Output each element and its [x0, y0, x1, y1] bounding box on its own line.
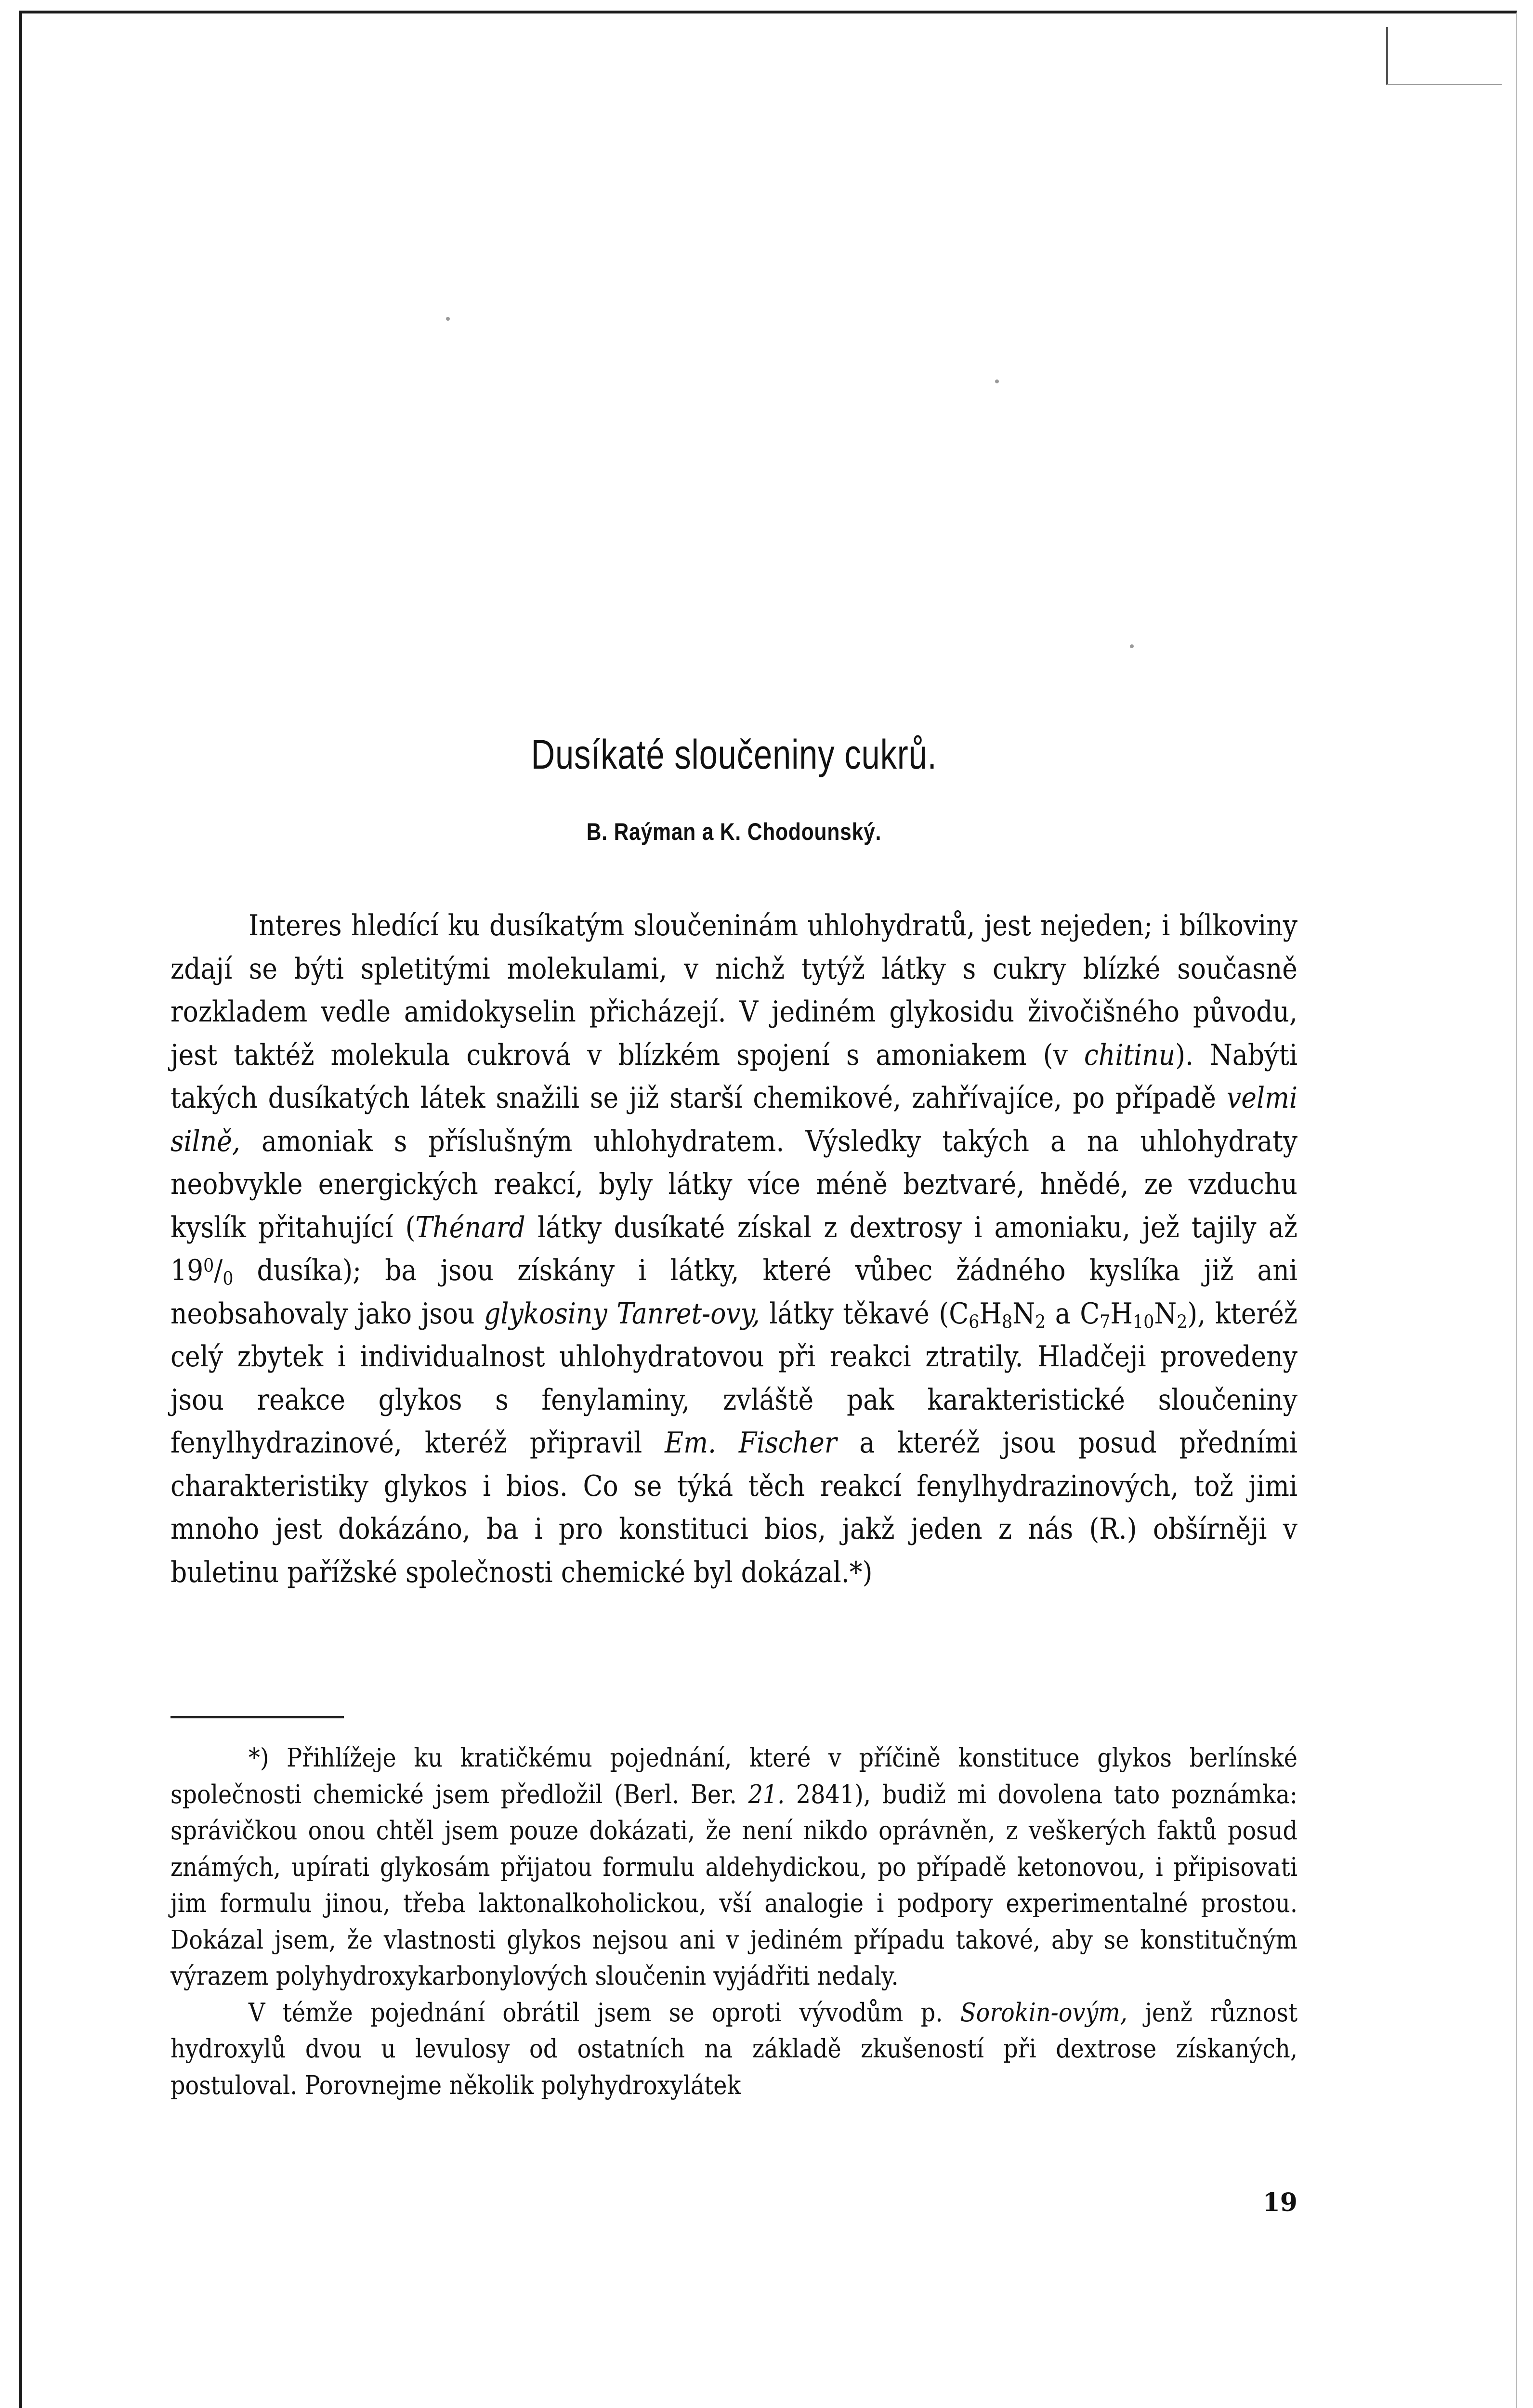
body-paragraph [170, 904, 1297, 1594]
italic-term: chitinu [1084, 1038, 1176, 1072]
page-corner-mark [1386, 27, 1502, 85]
formula-subscript: 6 [969, 1311, 980, 1333]
text-run: H [1110, 1297, 1133, 1331]
italic-term: Sorokin-ovým, [960, 1998, 1127, 2028]
text-run: jenž různost hydroxylů dvou u levulosy od ostatních na základě zkušeností při dextrose získaných, postuloval. Porovnejme několik polyhydroxylátek [170, 1998, 1298, 2100]
formula-subscript: 2 [1035, 1311, 1046, 1333]
italic-term: velmi silně, [170, 1082, 1297, 1158]
footnote [170, 1740, 1297, 2104]
italic-term: glykosiny Tanret-ovy, [484, 1297, 760, 1331]
scan-speck [446, 317, 450, 321]
article-title: Dusíkaté sloučeniny cukrů. [531, 732, 937, 778]
italic-term: Em. Fischer [665, 1426, 837, 1460]
text-run: ). Nabýti takých dusíkatých látek snažili se již starší chemikové, zahřívajíce, po případě [170, 1038, 1297, 1115]
scan-speck [995, 380, 999, 383]
percent-sub: 0 [223, 1268, 234, 1290]
formula-subscript: 8 [1002, 1311, 1013, 1333]
text-run: a kteréž jsou posud předními charakteristiky glykos i bios. Co se týká těch reakcí fenylhydrazinových, tož jimi mnoho jest dokázáno, ba i pro konstituci bios, jakž jeden z nás (R.) obšírněji v buletinu pařížské společnosti chemické byl dokázal.*) [170, 1426, 1297, 1589]
article-body [170, 904, 1297, 1594]
footnote-paragraph [170, 1740, 1297, 1995]
text-run: 2841), budiž mi dovolena tato poznámka: správičkou onou chtěl jsem pouze dokázati, že není nikdo oprávněn, z veškerých faktů posud známých, upírati glykosám přijatou formulu aldehydickou, po případě ketonovou, i připisovati jim formulu jinou, třeba laktonalkoholickou, vší analogie i podpory experimentalné prostou. Dokázal jsem, že vlastnosti glykos nejsou ani v jediném případu takové, aby se konstitučným výrazem polyhydroxykarbonylových sloučenin vyjádřiti nedaly. [170, 1780, 1297, 1991]
text-run: V témže pojednání obrátil jsem se oproti vývodům p. [249, 1998, 960, 2028]
footnote-paragraph [170, 1995, 1297, 2104]
scan-speck [1130, 644, 1134, 648]
footnote-divider [170, 1716, 344, 1718]
text-run: dusíka); ba jsou získány i látky, které vůbec žádného kyslíka již ani neobsahovaly jako jsou [170, 1254, 1298, 1331]
percent-slash: / [214, 1254, 223, 1287]
text-run: *) Přihlížeje ku kratičkému pojednání, které v příčině konstituce glykos berlínské společnosti chemické jsem předložil (Berl. Ber. [170, 1743, 1297, 1809]
formula-subscript: 2 [1177, 1311, 1188, 1333]
scanned-page [19, 11, 1517, 2408]
page-number: 19 [1262, 2188, 1297, 2217]
italic-term: Thénard [415, 1211, 525, 1244]
italic-term: 21. [748, 1780, 785, 1809]
article-authors: B. Raýman a K. Chodounský. [586, 818, 882, 845]
text-run: H [979, 1297, 1002, 1331]
text-run: ), kteréž celý zbytek i individualnost uhlohydratovou při reakci ztratily. Hladčeji provedeny jsou reakce glykos s fenylaminy, zvláště pak karakteristické sloučeniny fenylhydrazinové, kteréž připravil [170, 1297, 1297, 1460]
text-run: látky těkavé (C [760, 1297, 969, 1331]
text-run: Interes hledící ku dusíkatým sloučeninám uhlohydratů, jest nejeden; i bílkoviny zdají se býti spletitými molekulami, v nichž tytýž látky s cukry blízké současně rozkladem vedle amidokyselin přicházejí. V jediném glykosidu živočišného původu, jest taktéž molekula cukrová v blízkém spojení s amoniakem (v [170, 909, 1297, 1072]
formula-subscript: 7 [1100, 1311, 1111, 1333]
text-run: a C [1046, 1297, 1100, 1331]
percent-sup: 0 [203, 1255, 214, 1277]
text-run: N [1154, 1297, 1177, 1331]
text-run: amoniak s příslušným uhlohydratem. Výsledky takých a na uhlohydraty neobvykle energických reakcí, byly látky více méně beztvaré, hnědé, ze vzduchu kyslík přitahující ( [170, 1125, 1298, 1244]
text-run: N [1012, 1297, 1035, 1331]
text-run: látky dusíkaté získal z dextrosy i amoniaku, jež tajily až 19 [170, 1211, 1297, 1287]
formula-subscript: 10 [1133, 1311, 1154, 1333]
